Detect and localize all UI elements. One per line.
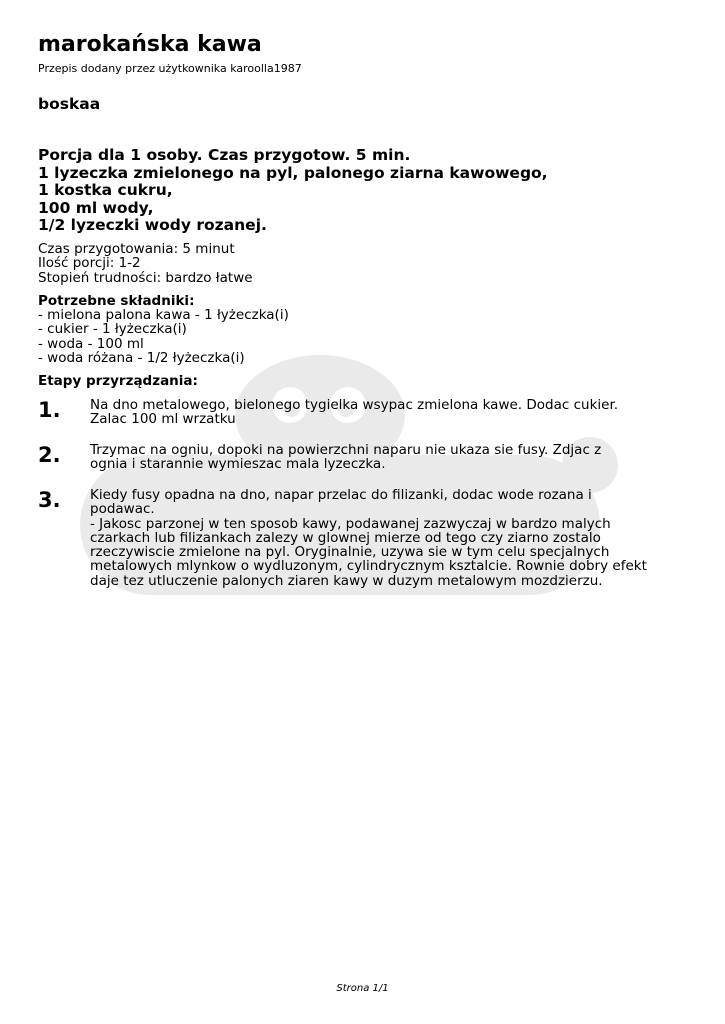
step-line: - Jakosc parzonej w ten sposob kawy, podawanej zazwyczaj w bardzo malych bbox=[90, 515, 611, 532]
step-line: Na dno metalowego, bielonego tygielka wsypac zmielona kawe. Dodac cukier. bbox=[90, 397, 619, 413]
intro-line: 1 lyzeczka zmielonego na pyl, palonego ziarna kawowego, bbox=[38, 163, 548, 182]
intro-line: Porcja dla 1 osoby. Czas przygotow. 5 min. bbox=[38, 146, 411, 164]
ingredients-heading: Potrzebne składniki: bbox=[38, 293, 195, 309]
recipe-intro bbox=[38, 147, 548, 235]
step-line: Trzymac na ogniu, dopoki na powierzchni naparu nie ukaza sie fusy. Zdjac z bbox=[90, 442, 602, 458]
step-number: 3. bbox=[38, 488, 61, 512]
step-line: czarkach lub filizankach zalezy w glownej mierze od tego czy ziarno zostalo bbox=[90, 529, 601, 546]
recipe-title: marokańska kawa bbox=[38, 32, 262, 57]
steps-heading: Etapy przyrządzania: bbox=[38, 373, 198, 389]
step-text bbox=[90, 443, 650, 472]
intro-line: 1 kostka cukru, bbox=[38, 181, 173, 199]
portions: Ilość porcji: 1-2 bbox=[38, 255, 141, 272]
page-number: Strona 1/1 bbox=[336, 983, 389, 994]
author-name: boskaa bbox=[38, 95, 101, 113]
intro-line: 100 ml wody, bbox=[38, 198, 154, 217]
recipe-byline: Przepis dodany przez użytkownika karoolla1987 bbox=[38, 62, 302, 75]
ingredient-item: - cukier - 1 łyżeczka(i) bbox=[38, 321, 187, 338]
step-line: Zalac 100 ml wrzatku bbox=[90, 411, 236, 428]
step-line: podawac. bbox=[90, 501, 155, 518]
step-text bbox=[90, 488, 650, 588]
ingredient-item: - woda różana - 1/2 łyżeczka(i) bbox=[38, 349, 245, 366]
difficulty: Stopień trudności: bardzo łatwe bbox=[38, 269, 253, 286]
step-line: metalowych mlynkow o wydluzonym, cylindrycznym ksztalcie. Rownie dobry efekt bbox=[90, 558, 647, 575]
step-number: 2. bbox=[38, 443, 61, 467]
step-number: 1. bbox=[38, 398, 61, 422]
ingredient-item: - woda - 100 ml bbox=[38, 335, 144, 352]
prep-time: Czas przygotowania: 5 minut bbox=[38, 241, 235, 257]
step-line: daje tez utluczenie palonych ziaren kawy w duzym metalowym mozdzierzu. bbox=[90, 572, 603, 589]
intro-line: 1/2 lyzeczki wody rozanej. bbox=[38, 216, 267, 234]
ingredient-item: - mielona palona kawa - 1 łyżeczka(i) bbox=[38, 307, 289, 324]
step-line: rzeczywiscie zmielone na pyl. Oryginalnie, uzywa sie w tym celu specjalnych bbox=[90, 544, 610, 561]
ingredients-section bbox=[38, 294, 289, 365]
step-line: ognia i starannie wymieszac mala lyzeczka. bbox=[90, 456, 386, 473]
recipe-meta bbox=[38, 242, 253, 285]
step-text bbox=[90, 398, 650, 427]
step-line: Kiedy fusy opadna na dno, napar przelac do filizanki, dodac wode rozana i bbox=[90, 487, 592, 503]
